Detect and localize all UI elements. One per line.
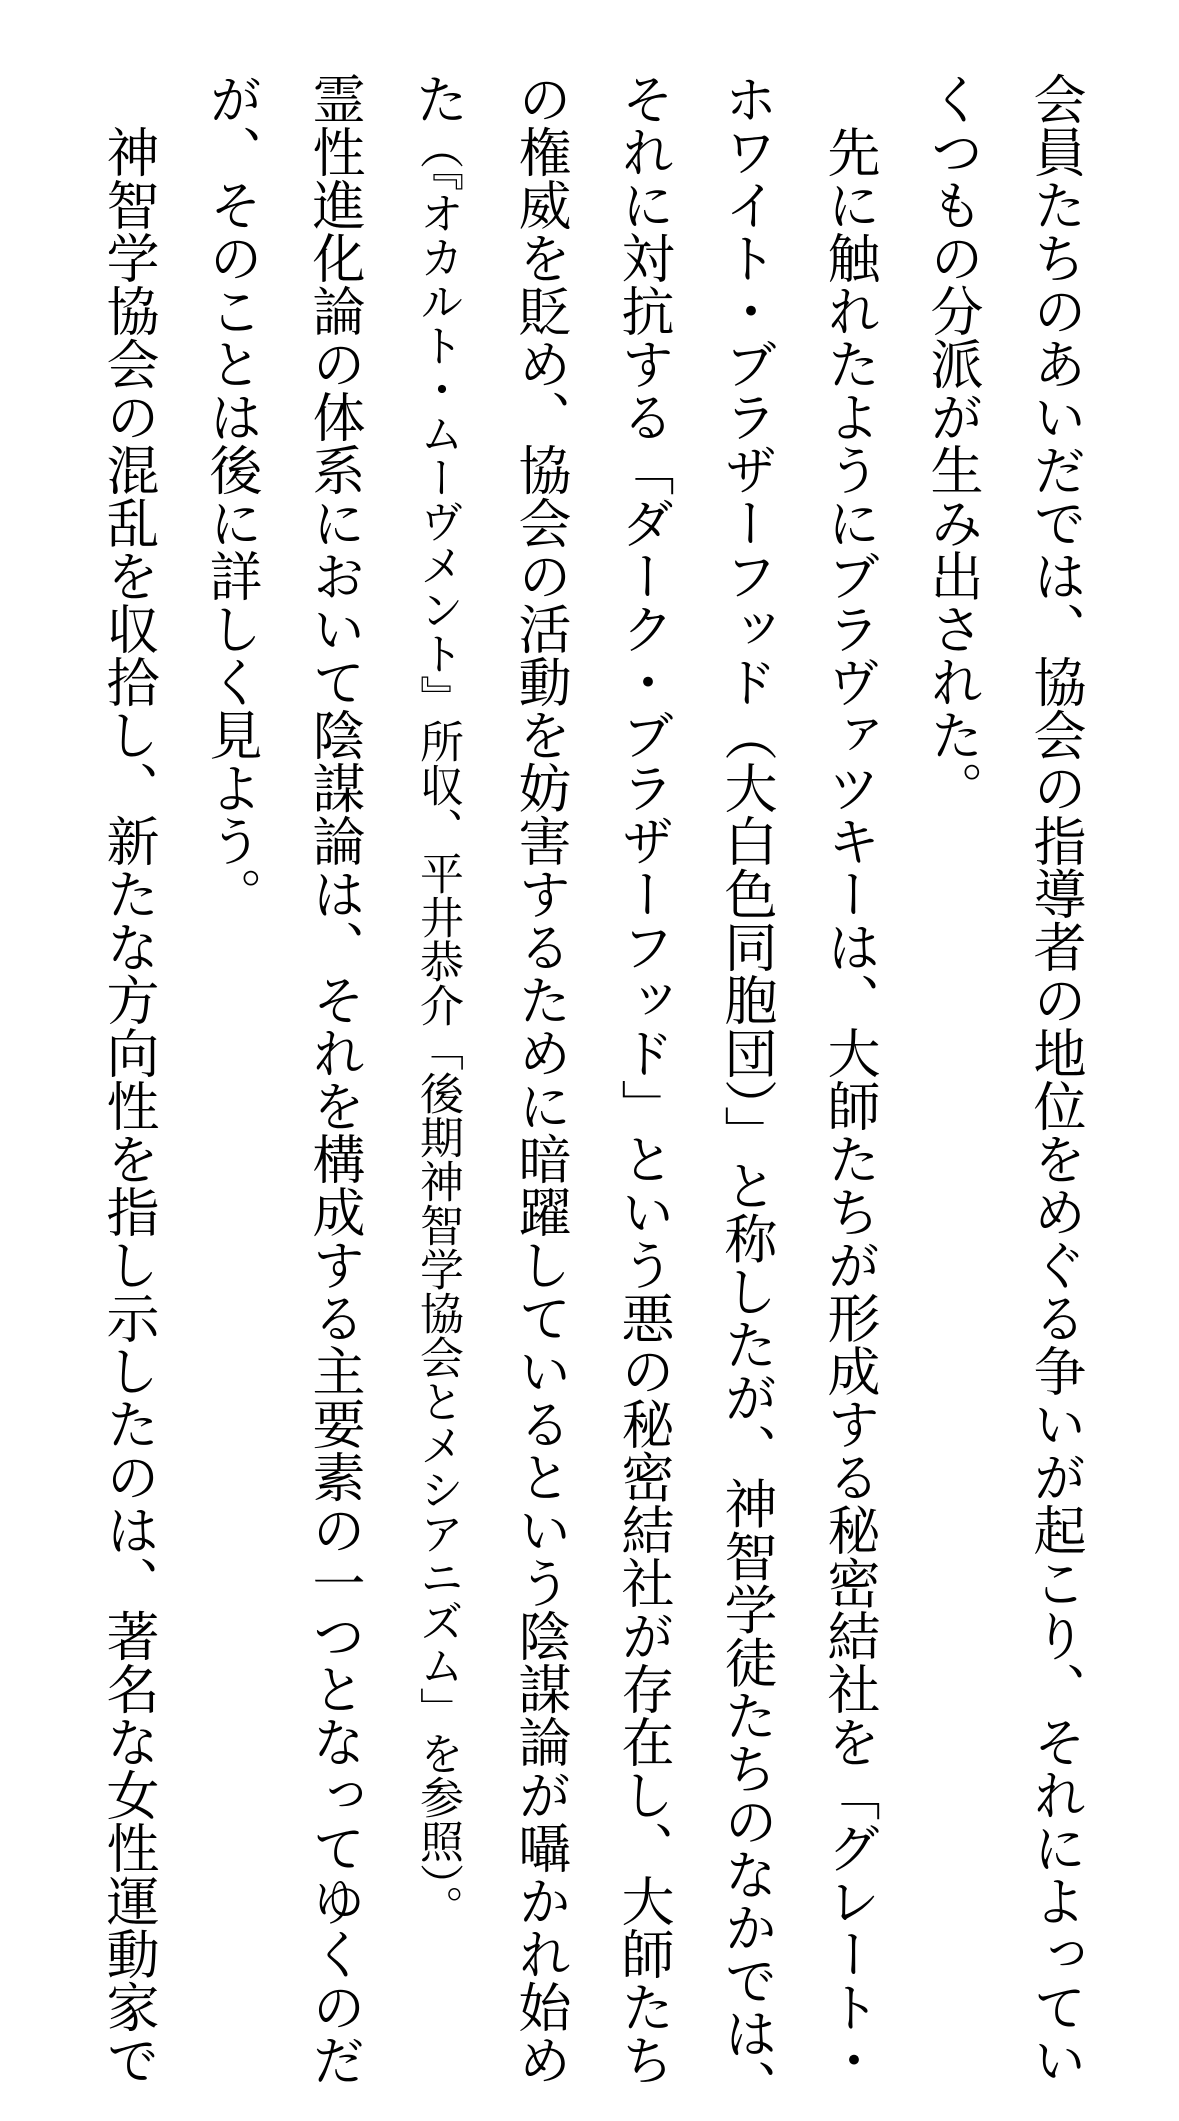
text-column-10: 神智学協会の混乱を収拾し、新たな方向性を指し示したのは、著名な女性運動家で (98, 125, 159, 2086)
vertical-text-block (77, 72, 1107, 2113)
text-column-6: の権威を貶め、協会の活動を妨害するために暗躍しているという陰謀論が囁かれ始め (510, 72, 571, 2086)
text-column-1: 会員たちのあいだでは、協会の指導者の地位をめぐる争いが起こり、それによってい (1025, 72, 1086, 2086)
text-column-9: が、そのことは後に詳しく見よう。 (201, 72, 262, 920)
text-column-7-citation: （『オカルト・ムーヴメント』所収、平井恭介「後期神智学協会とメシアニズム」を参照）。 (412, 125, 463, 1929)
text-column-2: くつもの分派が生み出された。 (922, 72, 983, 814)
text-column-7-lead: た (407, 72, 468, 125)
text-column-7 (386, 72, 489, 2086)
text-column-4: ホワイト・ブラザーフッド（大白色同胞団）」と称したが、神智学徒たちのなかでは、 (716, 72, 777, 2113)
text-column-3: 先に触れたようにブラヴァツキーは、大師たちが形成する秘密結社を「グレート・ (819, 125, 880, 2086)
text-column-8: 霊性進化論の体系において陰謀論は、それを構成する主要素の一つとなってゆくのだ (304, 72, 365, 2086)
text-column-5: それに対抗する「ダーク・ブラザーフッド」という悪の秘密結社が存在し、大師たち (613, 72, 674, 2086)
